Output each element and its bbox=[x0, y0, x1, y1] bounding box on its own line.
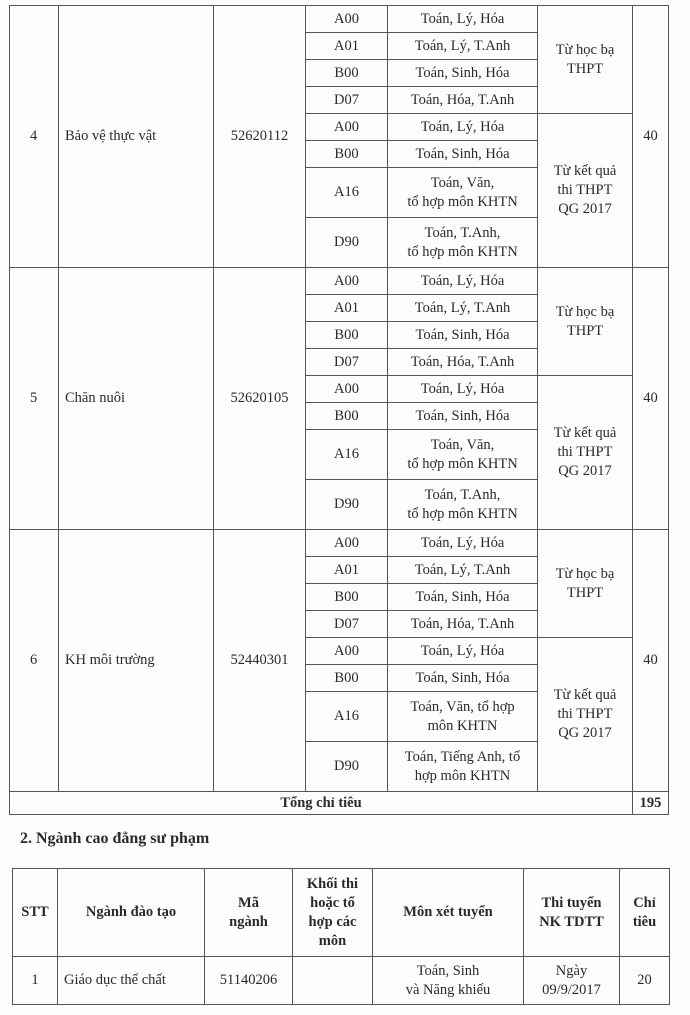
block-code-cell: B00 bbox=[306, 141, 388, 168]
text-line: THPT bbox=[566, 584, 604, 601]
major-name-cell: Chăn nuôi bbox=[59, 268, 214, 530]
major-name-cell: Giáo dục thể chất bbox=[58, 957, 205, 1005]
header-block bbox=[293, 869, 373, 957]
text-line: QG 2017 bbox=[558, 725, 612, 741]
text-line: 09/9/2017 bbox=[542, 981, 601, 998]
subjects-cell bbox=[388, 665, 538, 692]
text-line: Toán, Lý, Hóa bbox=[420, 380, 505, 397]
text-line: thi THPT bbox=[557, 182, 613, 198]
admission-method-cell bbox=[538, 114, 633, 268]
text-line: Toán, Lý, Hóa bbox=[420, 272, 505, 289]
text-line: THPT bbox=[566, 60, 604, 77]
header-major bbox=[58, 869, 205, 957]
text-line: Toán, T.Anh, bbox=[424, 224, 501, 241]
block-code-cell: A16 bbox=[306, 692, 388, 742]
block-code-cell: D90 bbox=[306, 218, 388, 268]
text-line: Toán, Sinh, Hóa bbox=[415, 64, 510, 81]
block-code-cell: B00 bbox=[306, 60, 388, 87]
header-aptitude-exam bbox=[524, 869, 620, 957]
text-line: Toán, Sinh, Hóa bbox=[415, 326, 510, 343]
major-name-cell: Bảo vệ thực vật bbox=[59, 6, 214, 268]
block-code-cell: A00 bbox=[306, 268, 388, 295]
text-line: và Năng khiếu bbox=[405, 981, 491, 998]
text-line: Môn xét tuyển bbox=[403, 904, 493, 920]
subjects-cell bbox=[388, 141, 538, 168]
subjects-cell bbox=[388, 638, 538, 665]
major-code-cell: 51140206 bbox=[205, 957, 293, 1005]
subjects-cell bbox=[373, 957, 524, 1005]
block-code-cell: D90 bbox=[306, 480, 388, 530]
section-title-pedagogy-college: 2. Ngành cao đẳng sư phạm bbox=[20, 830, 210, 847]
aptitude-exam-cell bbox=[524, 957, 620, 1005]
subjects-cell bbox=[388, 376, 538, 403]
text-line: NK TDTT bbox=[539, 913, 604, 930]
block-code-cell: A16 bbox=[306, 430, 388, 480]
subjects-cell bbox=[388, 33, 538, 60]
block-code-cell: B00 bbox=[306, 403, 388, 430]
text-line: Từ học bạ bbox=[555, 565, 615, 582]
block-code-cell: D90 bbox=[306, 742, 388, 792]
text-line: Toán, Lý, T.Anh bbox=[414, 561, 511, 578]
block-code-cell: A00 bbox=[306, 530, 388, 557]
subjects-cell bbox=[388, 742, 538, 792]
subjects-cell bbox=[388, 530, 538, 557]
text-line: Toán, Hóa, T.Anh bbox=[410, 91, 515, 108]
admission-method-cell bbox=[538, 376, 633, 530]
block-code-cell: B00 bbox=[306, 322, 388, 349]
subjects-cell bbox=[388, 295, 538, 322]
text-line: THPT bbox=[566, 322, 604, 339]
total-value: 195 bbox=[633, 792, 669, 815]
text-line: thi THPT bbox=[557, 444, 613, 460]
text-line: Toán, Văn, tổ hợp bbox=[410, 698, 515, 715]
text-line: Ngành đào tạo bbox=[85, 904, 177, 920]
table-header-row bbox=[13, 869, 670, 957]
block-code-cell: A01 bbox=[306, 33, 388, 60]
subjects-cell bbox=[388, 584, 538, 611]
text-line: tổ hợp môn KHTN bbox=[407, 455, 518, 472]
subjects-cell bbox=[388, 692, 538, 742]
text-line: Toán, Hóa, T.Anh bbox=[410, 615, 515, 632]
subjects-cell bbox=[388, 349, 538, 376]
table-row bbox=[10, 530, 669, 557]
major-code-cell: 52620112 bbox=[214, 6, 306, 268]
text-line: Chỉ bbox=[633, 894, 656, 911]
text-line: Toán, Lý, Hóa bbox=[420, 118, 505, 135]
block-code-cell: A16 bbox=[306, 168, 388, 218]
text-line: tổ hợp môn KHTN bbox=[407, 193, 518, 210]
text-line: thi THPT bbox=[557, 706, 613, 722]
text-line: Toán, Lý, T.Anh bbox=[414, 37, 511, 54]
text-line: Từ học bạ bbox=[555, 303, 615, 320]
text-line: tổ hợp môn KHTN bbox=[407, 243, 518, 260]
block-cell bbox=[293, 957, 373, 1005]
admission-method-cell bbox=[538, 268, 633, 376]
text-line: Ngày bbox=[555, 962, 588, 979]
quota-cell: 40 bbox=[633, 530, 669, 792]
block-code-cell: D07 bbox=[306, 611, 388, 638]
header-quota bbox=[620, 869, 670, 957]
subjects-cell bbox=[388, 60, 538, 87]
major-name-cell: KH môi trường bbox=[59, 530, 214, 792]
text-line: Toán, Hóa, T.Anh bbox=[410, 353, 515, 370]
block-code-cell: A00 bbox=[306, 114, 388, 141]
table-row bbox=[13, 957, 670, 1005]
block-code-cell: A00 bbox=[306, 6, 388, 33]
text-line: Khối thi bbox=[306, 875, 359, 892]
table-row bbox=[10, 6, 669, 33]
subjects-cell bbox=[388, 557, 538, 584]
text-line: tổ hợp môn KHTN bbox=[407, 505, 518, 522]
subjects-cell bbox=[388, 430, 538, 480]
text-line: Toán, Lý, Hóa bbox=[420, 534, 505, 551]
text-line: Mã bbox=[238, 894, 259, 911]
stt-cell: 6 bbox=[10, 530, 59, 792]
text-line: STT bbox=[21, 904, 49, 920]
block-code-cell: A00 bbox=[306, 638, 388, 665]
block-code-cell: D07 bbox=[306, 349, 388, 376]
text-line: Toán, Văn, bbox=[430, 174, 495, 191]
text-line: Toán, Sinh bbox=[416, 962, 480, 979]
block-code-cell: B00 bbox=[306, 584, 388, 611]
subjects-cell bbox=[388, 87, 538, 114]
subjects-cell bbox=[388, 168, 538, 218]
text-line: Toán, Văn, bbox=[430, 436, 495, 453]
text-line: QG 2017 bbox=[558, 463, 612, 479]
text-line: Từ kết quả bbox=[553, 425, 617, 441]
subjects-cell bbox=[388, 114, 538, 141]
quota-cell: 40 bbox=[633, 6, 669, 268]
text-line: tiêu bbox=[632, 913, 657, 930]
total-label: Tổng chỉ tiêu bbox=[10, 792, 633, 815]
text-line: Từ học bạ bbox=[555, 41, 615, 58]
header-code bbox=[205, 869, 293, 957]
stt-cell: 1 bbox=[13, 957, 58, 1005]
block-code-cell: A00 bbox=[306, 376, 388, 403]
text-line: Thi tuyển bbox=[541, 894, 602, 911]
major-code-cell: 52620105 bbox=[214, 268, 306, 530]
text-line: Toán, Tiếng Anh, tổ bbox=[404, 748, 521, 765]
subjects-cell bbox=[388, 322, 538, 349]
major-code-cell: 52440301 bbox=[214, 530, 306, 792]
text-line: Toán, Lý, Hóa bbox=[420, 642, 505, 659]
text-line: ngành bbox=[229, 913, 268, 930]
block-code-cell: A01 bbox=[306, 557, 388, 584]
subjects-cell bbox=[388, 6, 538, 33]
text-line: môn KHTN bbox=[427, 717, 498, 734]
admission-method-cell bbox=[538, 638, 633, 792]
text-line: hợp các bbox=[308, 913, 357, 930]
table-row bbox=[10, 268, 669, 295]
text-line: Toán, Sinh, Hóa bbox=[415, 407, 510, 424]
subjects-cell bbox=[388, 480, 538, 530]
text-line: Từ kết quả bbox=[553, 687, 617, 703]
text-line: Toán, Lý, Hóa bbox=[420, 10, 505, 27]
text-line: môn bbox=[318, 932, 347, 949]
stt-cell: 5 bbox=[10, 268, 59, 530]
admission-method-cell bbox=[538, 6, 633, 114]
text-line: Toán, Lý, T.Anh bbox=[414, 299, 511, 316]
total-row bbox=[10, 792, 669, 815]
text-line: QG 2017 bbox=[558, 201, 612, 217]
header-stt bbox=[13, 869, 58, 957]
text-line: hợp môn KHTN bbox=[414, 767, 511, 784]
quota-cell: 40 bbox=[633, 268, 669, 530]
text-line: Toán, T.Anh, bbox=[424, 486, 501, 503]
block-code-cell: D07 bbox=[306, 87, 388, 114]
subjects-cell bbox=[388, 403, 538, 430]
text-line: Từ kết quả bbox=[553, 163, 617, 179]
block-code-cell: B00 bbox=[306, 665, 388, 692]
subjects-cell bbox=[388, 268, 538, 295]
header-subjects bbox=[373, 869, 524, 957]
text-line: Toán, Sinh, Hóa bbox=[415, 145, 510, 162]
quota-cell: 20 bbox=[620, 957, 670, 1005]
admission-table-continued bbox=[9, 5, 669, 815]
block-code-cell: A01 bbox=[306, 295, 388, 322]
text-line: hoặc tổ bbox=[310, 894, 355, 911]
text-line: Toán, Sinh, Hóa bbox=[415, 669, 510, 686]
stt-cell: 4 bbox=[10, 6, 59, 268]
admission-method-cell bbox=[538, 530, 633, 638]
subjects-cell bbox=[388, 611, 538, 638]
subjects-cell bbox=[388, 218, 538, 268]
text-line: Toán, Sinh, Hóa bbox=[415, 588, 510, 605]
pedagogy-college-table bbox=[12, 868, 670, 1005]
